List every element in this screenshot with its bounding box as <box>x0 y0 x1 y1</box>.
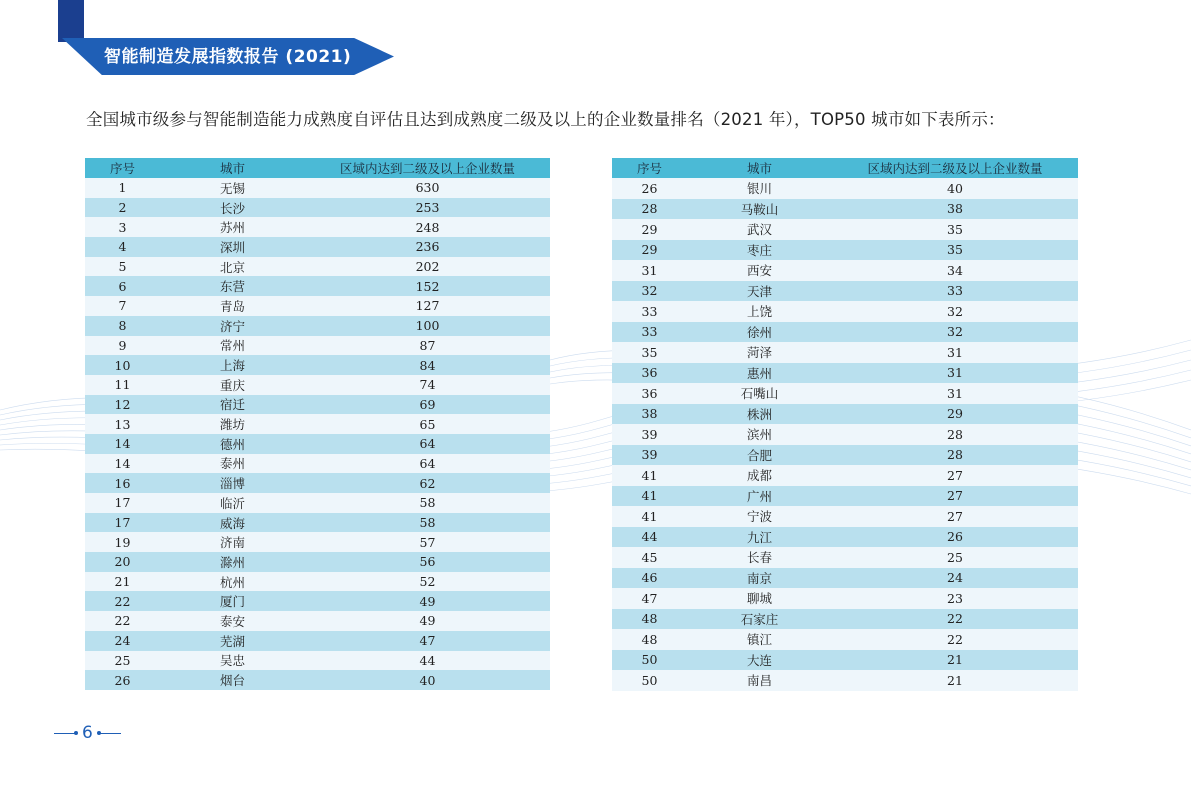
cell-count: 21 <box>832 670 1078 691</box>
table-row <box>85 611 550 631</box>
cell-count: 62 <box>305 473 550 493</box>
table-row <box>612 240 1078 261</box>
cell-rank: 26 <box>612 178 687 199</box>
table-row <box>85 473 550 493</box>
cell-rank: 17 <box>85 493 160 513</box>
cell-count: 27 <box>832 486 1078 507</box>
cell-city: 石家庄 <box>687 609 832 630</box>
cell-rank: 33 <box>612 322 687 343</box>
cell-city: 长春 <box>687 547 832 568</box>
cell-city: 上饶 <box>687 301 832 322</box>
cell-rank: 5 <box>85 257 160 277</box>
cell-rank: 41 <box>612 465 687 486</box>
cell-rank: 22 <box>85 591 160 611</box>
cell-rank: 46 <box>612 568 687 589</box>
cell-city: 株洲 <box>687 404 832 425</box>
cell-count: 22 <box>832 629 1078 650</box>
cell-count: 56 <box>305 552 550 572</box>
header-rank: 序号 <box>85 158 160 178</box>
cell-rank: 26 <box>85 670 160 690</box>
cell-count: 64 <box>305 454 550 474</box>
cell-rank: 7 <box>85 296 160 316</box>
cell-rank: 1 <box>85 178 160 198</box>
cell-city: 烟台 <box>160 670 305 690</box>
table-row <box>85 552 550 572</box>
cell-count: 23 <box>832 588 1078 609</box>
cell-city: 泰安 <box>160 611 305 631</box>
cell-city: 临沂 <box>160 493 305 513</box>
footer-line-left <box>54 733 76 734</box>
table-row <box>85 414 550 434</box>
cell-city: 石嘴山 <box>687 383 832 404</box>
cell-city: 济南 <box>160 532 305 552</box>
cell-city: 大连 <box>687 650 832 671</box>
cell-city: 武汉 <box>687 219 832 240</box>
cell-rank: 2 <box>85 198 160 218</box>
cell-count: 65 <box>305 414 550 434</box>
cell-rank: 48 <box>612 629 687 650</box>
cell-count: 38 <box>832 199 1078 220</box>
cell-rank: 41 <box>612 506 687 527</box>
cell-city: 德州 <box>160 434 305 454</box>
cell-count: 35 <box>832 240 1078 261</box>
page-footer <box>54 722 121 744</box>
cell-count: 253 <box>305 198 550 218</box>
ranking-table-right-body <box>612 178 1078 691</box>
table-row <box>612 178 1078 199</box>
cell-city: 重庆 <box>160 375 305 395</box>
cell-city: 泰州 <box>160 454 305 474</box>
cell-rank: 22 <box>85 611 160 631</box>
cell-rank: 28 <box>612 199 687 220</box>
cell-count: 29 <box>832 404 1078 425</box>
table-row <box>85 493 550 513</box>
table-row <box>85 276 550 296</box>
cell-rank: 47 <box>612 588 687 609</box>
table-row <box>612 486 1078 507</box>
cell-rank: 9 <box>85 336 160 356</box>
cell-city: 菏泽 <box>687 342 832 363</box>
cell-rank: 17 <box>85 513 160 533</box>
cell-count: 27 <box>832 465 1078 486</box>
cell-city: 聊城 <box>687 588 832 609</box>
cell-rank: 13 <box>85 414 160 434</box>
table-row <box>612 383 1078 404</box>
cell-city: 威海 <box>160 513 305 533</box>
cell-rank: 38 <box>612 404 687 425</box>
cell-city: 北京 <box>160 257 305 277</box>
cell-count: 21 <box>832 650 1078 671</box>
cell-count: 87 <box>305 336 550 356</box>
table-row <box>85 336 550 356</box>
cell-count: 52 <box>305 572 550 592</box>
cell-count: 33 <box>832 281 1078 302</box>
cell-count: 58 <box>305 513 550 533</box>
cell-count: 44 <box>305 651 550 671</box>
cell-count: 27 <box>832 506 1078 527</box>
cell-count: 57 <box>305 532 550 552</box>
cell-city: 济宁 <box>160 316 305 336</box>
table-row <box>612 404 1078 425</box>
cell-count: 100 <box>305 316 550 336</box>
table-row <box>85 572 550 592</box>
cell-rank: 33 <box>612 301 687 322</box>
table-row <box>612 629 1078 650</box>
cell-rank: 4 <box>85 237 160 257</box>
table-row <box>85 296 550 316</box>
table-row <box>85 434 550 454</box>
cell-city: 长沙 <box>160 198 305 218</box>
cell-rank: 16 <box>85 473 160 493</box>
page-number: 6 <box>82 723 93 743</box>
cell-rank: 8 <box>85 316 160 336</box>
table-row <box>85 591 550 611</box>
header-city: 城市 <box>687 158 832 178</box>
table-row <box>85 651 550 671</box>
cell-rank: 31 <box>612 260 687 281</box>
table-row <box>612 199 1078 220</box>
cell-city: 九江 <box>687 527 832 548</box>
table-row <box>85 198 550 218</box>
cell-city: 马鞍山 <box>687 199 832 220</box>
cell-rank: 39 <box>612 424 687 445</box>
cell-rank: 14 <box>85 434 160 454</box>
cell-count: 28 <box>832 424 1078 445</box>
cell-count: 127 <box>305 296 550 316</box>
cell-city: 上海 <box>160 355 305 375</box>
table-row <box>85 670 550 690</box>
table-row <box>612 670 1078 691</box>
table-row <box>85 375 550 395</box>
cell-count: 22 <box>832 609 1078 630</box>
cell-rank: 19 <box>85 532 160 552</box>
table-row <box>612 609 1078 630</box>
table-row <box>85 454 550 474</box>
cell-count: 74 <box>305 375 550 395</box>
table-header-row <box>85 158 550 178</box>
table-row <box>612 445 1078 466</box>
cell-count: 31 <box>832 383 1078 404</box>
cell-city: 宁波 <box>687 506 832 527</box>
table-row <box>85 178 550 198</box>
header-count: 区域内达到二级及以上企业数量 <box>832 158 1078 178</box>
cell-rank: 25 <box>85 651 160 671</box>
table-row <box>85 631 550 651</box>
table-row <box>85 217 550 237</box>
cell-rank: 14 <box>85 454 160 474</box>
cell-city: 东营 <box>160 276 305 296</box>
cell-count: 630 <box>305 178 550 198</box>
cell-count: 25 <box>832 547 1078 568</box>
cell-city: 西安 <box>687 260 832 281</box>
cell-rank: 32 <box>612 281 687 302</box>
cell-city: 镇江 <box>687 629 832 650</box>
table-row <box>612 281 1078 302</box>
cell-count: 31 <box>832 363 1078 384</box>
cell-city: 南昌 <box>687 670 832 691</box>
cell-city: 无锡 <box>160 178 305 198</box>
cell-city: 宿迁 <box>160 395 305 415</box>
table-row <box>85 532 550 552</box>
table-row <box>612 547 1078 568</box>
cell-rank: 12 <box>85 395 160 415</box>
cell-city: 滨州 <box>687 424 832 445</box>
cell-count: 28 <box>832 445 1078 466</box>
cell-rank: 10 <box>85 355 160 375</box>
cell-rank: 11 <box>85 375 160 395</box>
cell-count: 40 <box>305 670 550 690</box>
ranking-table-left-body <box>85 178 550 690</box>
cell-city: 吴忠 <box>160 651 305 671</box>
cell-count: 69 <box>305 395 550 415</box>
cell-city: 合肥 <box>687 445 832 466</box>
table-row <box>85 257 550 277</box>
table-row <box>85 395 550 415</box>
table-row <box>85 237 550 257</box>
table-row <box>85 355 550 375</box>
footer-line-right <box>99 733 121 734</box>
cell-city: 深圳 <box>160 237 305 257</box>
cell-city: 枣庄 <box>687 240 832 261</box>
cell-rank: 50 <box>612 670 687 691</box>
cell-city: 惠州 <box>687 363 832 384</box>
table-row <box>612 527 1078 548</box>
cell-rank: 29 <box>612 240 687 261</box>
cell-count: 32 <box>832 322 1078 343</box>
cell-count: 40 <box>832 178 1078 199</box>
cell-city: 苏州 <box>160 217 305 237</box>
cell-city: 成都 <box>687 465 832 486</box>
cell-count: 248 <box>305 217 550 237</box>
cell-city: 广州 <box>687 486 832 507</box>
cell-count: 47 <box>305 631 550 651</box>
header-accent-bar <box>58 0 84 42</box>
cell-count: 31 <box>832 342 1078 363</box>
cell-count: 26 <box>832 527 1078 548</box>
table-row <box>612 322 1078 343</box>
table-row <box>612 568 1078 589</box>
cell-rank: 21 <box>85 572 160 592</box>
cell-city: 芜湖 <box>160 631 305 651</box>
cell-count: 49 <box>305 591 550 611</box>
ranking-table-left <box>85 158 550 690</box>
cell-city: 滁州 <box>160 552 305 572</box>
header-city: 城市 <box>160 158 305 178</box>
cell-city: 淄博 <box>160 473 305 493</box>
header-rank: 序号 <box>612 158 687 178</box>
cell-city: 厦门 <box>160 591 305 611</box>
cell-count: 58 <box>305 493 550 513</box>
table-row <box>612 260 1078 281</box>
table-row <box>612 219 1078 240</box>
cell-count: 34 <box>832 260 1078 281</box>
cell-count: 35 <box>832 219 1078 240</box>
report-title: 智能制造发展指数报告 (2021) <box>104 47 352 67</box>
cell-city: 天津 <box>687 281 832 302</box>
cell-rank: 6 <box>85 276 160 296</box>
table-row <box>612 363 1078 384</box>
cell-count: 24 <box>832 568 1078 589</box>
cell-city: 银川 <box>687 178 832 199</box>
ranking-table-right <box>612 158 1078 691</box>
cell-city: 南京 <box>687 568 832 589</box>
cell-city: 潍坊 <box>160 414 305 434</box>
cell-count: 152 <box>305 276 550 296</box>
cell-rank: 44 <box>612 527 687 548</box>
cell-rank: 45 <box>612 547 687 568</box>
table-row <box>612 588 1078 609</box>
cell-count: 202 <box>305 257 550 277</box>
cell-rank: 24 <box>85 631 160 651</box>
table-row <box>85 513 550 533</box>
cell-city: 青岛 <box>160 296 305 316</box>
table-row <box>85 316 550 336</box>
cell-city: 杭州 <box>160 572 305 592</box>
cell-rank: 39 <box>612 445 687 466</box>
cell-count: 49 <box>305 611 550 631</box>
cell-city: 常州 <box>160 336 305 356</box>
table-row <box>612 650 1078 671</box>
header-count: 区域内达到二级及以上企业数量 <box>305 158 550 178</box>
table-row <box>612 424 1078 445</box>
cell-rank: 50 <box>612 650 687 671</box>
cell-count: 84 <box>305 355 550 375</box>
cell-count: 64 <box>305 434 550 454</box>
table-row <box>612 465 1078 486</box>
cell-rank: 36 <box>612 363 687 384</box>
cell-count: 236 <box>305 237 550 257</box>
cell-city: 徐州 <box>687 322 832 343</box>
cell-count: 32 <box>832 301 1078 322</box>
table-row <box>612 301 1078 322</box>
cell-rank: 36 <box>612 383 687 404</box>
cell-rank: 41 <box>612 486 687 507</box>
table-header-row <box>612 158 1078 178</box>
table-row <box>612 506 1078 527</box>
table-row <box>612 342 1078 363</box>
cell-rank: 29 <box>612 219 687 240</box>
cell-rank: 35 <box>612 342 687 363</box>
intro-paragraph: 全国城市级参与智能制造能力成熟度自评估且达到成熟度二级及以上的企业数量排名（2021 年），TOP50 城市如下表所示： <box>86 110 1005 129</box>
cell-rank: 3 <box>85 217 160 237</box>
cell-rank: 48 <box>612 609 687 630</box>
cell-rank: 20 <box>85 552 160 572</box>
